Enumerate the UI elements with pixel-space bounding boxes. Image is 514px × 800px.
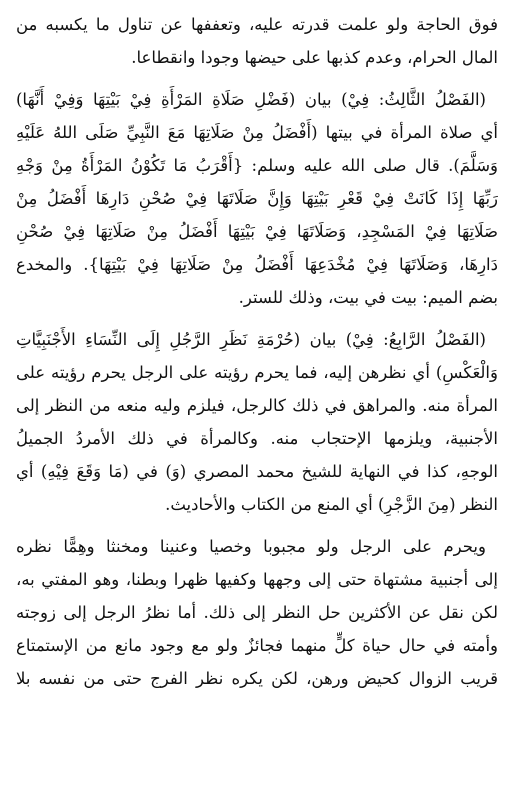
text-line: قريب الزوال كحيض ورهن، لكن يكره نظر الفرج حتى من نفسه بلا bbox=[16, 669, 498, 688]
text-line: فوق الحاجة ولو علمت قدرته عليه، وتعففها عن تناول ما يكسبه من bbox=[16, 15, 498, 34]
text-line: أي صلاة المرأة في بيتها (أَفْضَلُ مِنْ صَلَاتِهَا مَعَ النَّبِيِّ صَلَى اللهُ عَلَيْهِ bbox=[16, 123, 498, 142]
text-line: وَسَلَّمَ). قال صلى الله عليه وسلم: {أَقْرَبُ مَا تَكُوْنُ المَرْأَةُ مِنْ وَجْهِ bbox=[16, 156, 498, 175]
text-line: وَالْعَكْسِ) أي نظرهن إليه، فما يحرم رؤيته على الرجل يحرم رؤيته على bbox=[16, 363, 498, 382]
section-heading-4: (الفَصْلُ الرَّابِعُ: فِيْ) بيان (حُرْمَةِ نَظَرِ الرَّجُلِ إِلَى النِّسَاءِ الأَجْنَبِيَّاتِ bbox=[16, 330, 486, 349]
text-line: المرأة منه. والمراهق في ذلك كالرجل، فيلزم وليه منعه من النظر إلى bbox=[16, 396, 498, 415]
text-line: المال الحرام، وعدم كذبها على حيضها وجودا وانقطاعا. bbox=[131, 48, 498, 67]
text-line: لكن نقل عن الأكثرين حل النظر إلى ذلك. أما نظرُ الرجل إلى زوجته bbox=[16, 603, 498, 622]
arabic-text-page bbox=[16, 8, 498, 800]
text-line: إلى أجنبية مشتهاة حتى إلى وجهها وكفيها ظهرا وبطنا، وهو المفتي به، bbox=[16, 570, 498, 589]
text-line: رَبِّهَا إِذَا كَانَتْ فِيْ قَعْرِ بَيْتِهَا وَإِنَّ صَلَاتَهَا فِيْ صُحْنِ دَارِهَا أَفْضَلُ مِنْ bbox=[16, 189, 498, 208]
text-line: صَلَاتِهَا فِيْ المَسْجِدِ، وَصَلَاتَهَا فِيْ بَيْتِهَا أَفْضَلُ مِنْ صَلَاتِهَا فِيْ صُحْنِ bbox=[16, 222, 498, 241]
text-line: بضم الميم: بيت في بيت، وذلك للستر. bbox=[238, 288, 498, 307]
text-line: النظر (مِنَ الزَّجْرِ) أي المنع من الكتاب والأحاديث. bbox=[165, 495, 498, 514]
text-line: دَارِهَا، وَصَلَاتَهَا فِيْ مُخْدَعِهَا أَفْضَلُ مِنْ صَلَاتِهَا فِيْ بَيْتِهَا}. والمخدع bbox=[16, 255, 498, 274]
text-line: الأجنبية، ويلزمها الإحتجاب منه. وكالمرأة في ذلك الأمردُ الجميلُ bbox=[16, 429, 498, 448]
text-line: وأمته في حال حياة كلٍّ منهما فجائزٌ ولو مع وجود مانع من الإستمتاع bbox=[16, 636, 498, 655]
text-line: الوجهِ، كذا في النهاية للشيخ محمد المصري (وَ) في (مَا وَقَعَ فِيْهِ) أي bbox=[16, 462, 498, 481]
section-heading-3: (الفَصْلُ الثَّالِثُ: فِيْ) بيان (فَضْلِ صَلَاةِ المَرْأَةِ فِيْ بَيْتِهَا وَفِيْ أَنَّهَا) bbox=[16, 90, 486, 109]
paragraph-start: ويحرم على الرجل ولو مجبوبا وخصيا وعنينا ومخنثا وهِمًّا نظره bbox=[16, 537, 486, 556]
